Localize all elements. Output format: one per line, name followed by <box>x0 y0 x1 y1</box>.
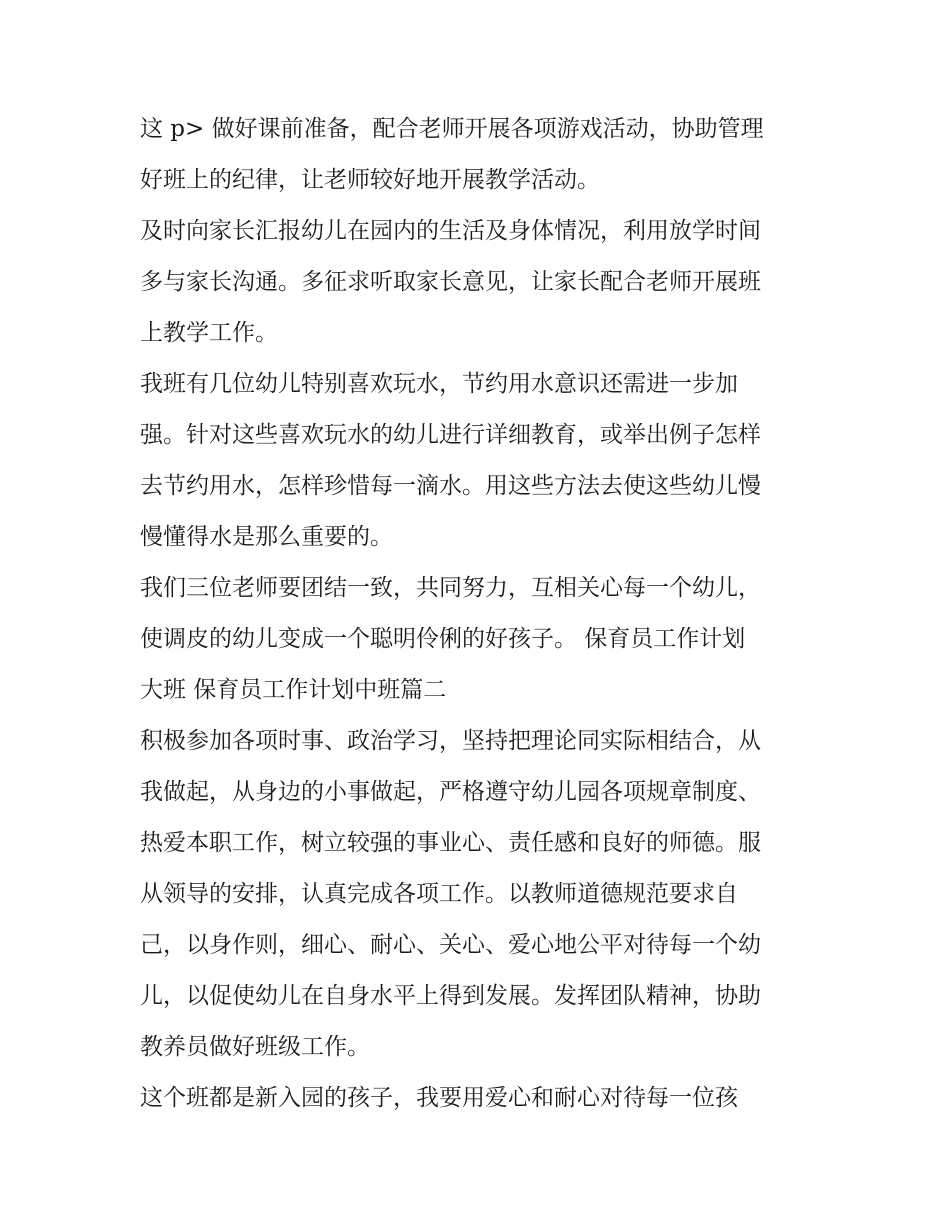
text-line: 儿，以促使幼儿在自身水平上得到发展。发挥团队精神，协助 <box>140 983 761 1009</box>
text-line: 及时向家长汇报幼儿在园内的生活及身体情况，利用放学时间 <box>140 218 761 244</box>
text-line: 我们三位老师要团结一致，共同努力，互相关心每一个幼儿， <box>140 575 761 601</box>
text-line: 己，以身作则，细心、耐心、关心、爱心地公平对待每一个幼 <box>140 932 761 958</box>
text-line: 教养员做好班级工作。 <box>140 1034 370 1060</box>
document-body <box>140 110 830 1130</box>
text-line: 使调皮的幼儿变成一个聪明伶俐的好孩子。 保育员工作计划 <box>140 626 746 652</box>
text-line: 多与家长沟通。多征求听取家长意见，让家长配合老师开展班 <box>140 269 761 295</box>
text-line: 大班 保育员工作计划中班篇二 <box>140 677 447 703</box>
text-line: 慢懂得水是那么重要的。 <box>140 524 393 550</box>
text-line: 热爱本职工作，树立较强的事业心、责任感和良好的师德。服 <box>140 830 761 856</box>
text-line: 我班有几位幼儿特别喜欢玩水，节约用水意识还需进一步加 <box>140 371 738 397</box>
text-line: 好班上的纪律，让老师较好地开展教学活动。 <box>140 167 600 193</box>
text-line: 上教学工作。 <box>140 320 278 346</box>
text-line: 强。针对这些喜欢玩水的幼儿进行详细教育，或举出例子怎样 <box>140 422 761 448</box>
text-line: 去节约用水，怎样珍惜每一滴水。用这些方法去使这些幼儿慢 <box>140 473 761 499</box>
text-line: 我做起，从身边的小事做起，严格遵守幼儿园各项规章制度、 <box>140 779 761 805</box>
text-line: 积极参加各项时事、政治学习，坚持把理论同实际相结合，从 <box>140 728 761 754</box>
text-line: 这 p> 做好课前准备，配合老师开展各项游戏活动，协助管理 <box>140 116 764 142</box>
text-line: 从领导的安排，认真完成各项工作。以教师道德规范要求自 <box>140 881 738 907</box>
text-line: 这个班都是新入园的孩子，我要用爱心和耐心对待每一位孩 <box>140 1085 738 1111</box>
